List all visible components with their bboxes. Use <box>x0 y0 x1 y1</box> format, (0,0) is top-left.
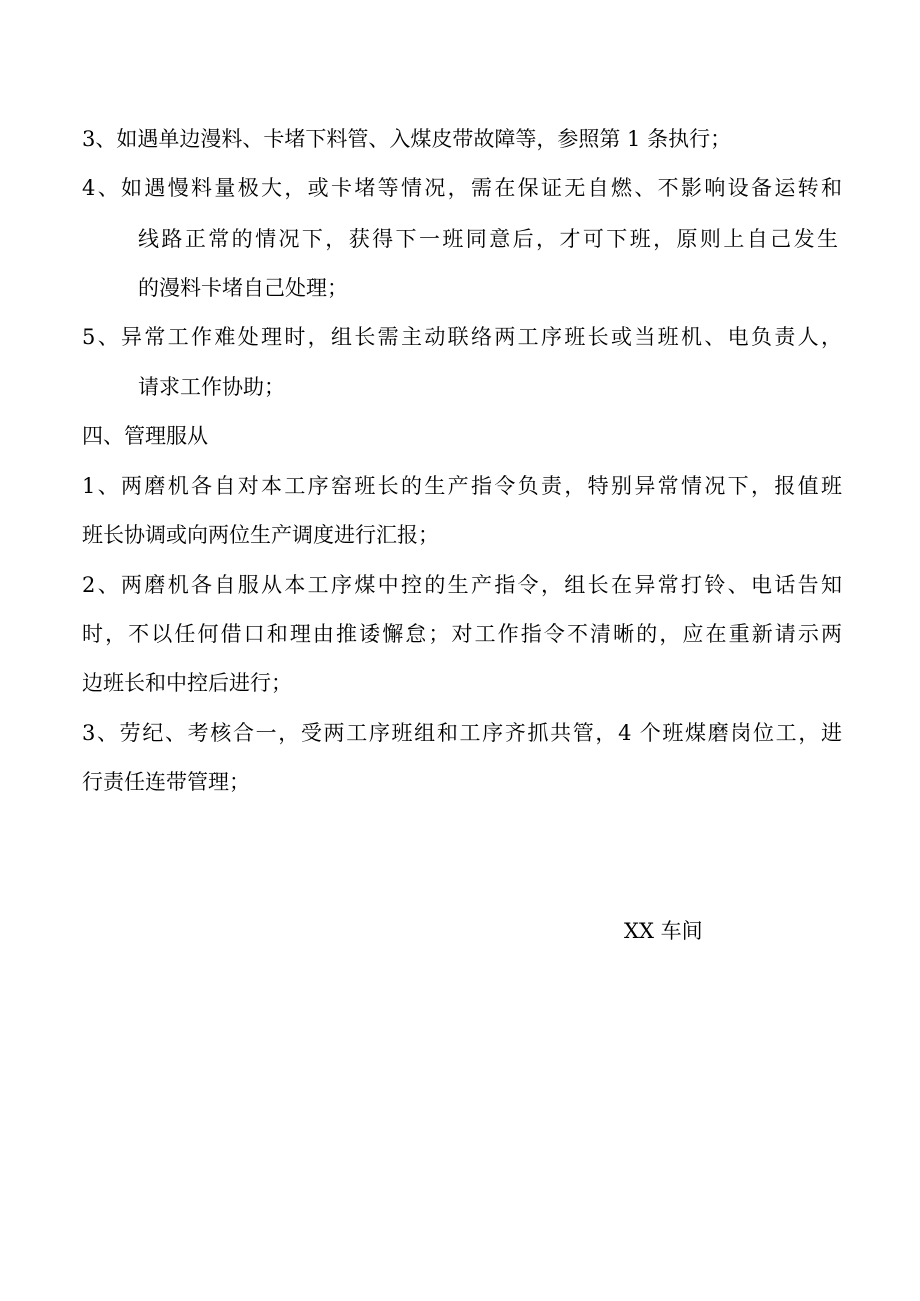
paragraph-line: 班长协调或向两位生产调度进行汇报； <box>82 523 439 547</box>
paragraph-line: 2、两磨机各自服从本工序煤中控的生产指令，组长在异常打铃、电话告知 <box>82 573 842 597</box>
paragraph-line: 行责任连带管理； <box>82 770 250 794</box>
paragraph-line: 1、两磨机各自对本工序窑班长的生产指令负责，特别异常情况下，报值班 <box>82 474 842 498</box>
paragraph-line: 5、异常工作难处理时，组长需主动联络两工序班长或当班机、电负责人， <box>82 325 842 349</box>
paragraph-line: 边班长和中控后进行； <box>82 671 292 695</box>
signature-workshop: XX 车间 <box>624 919 703 943</box>
section-heading: 四、管理服从 <box>82 424 208 448</box>
paragraph-line: 线路正常的情况下，获得下一班同意后，才可下班，原则上自己发生 <box>138 227 838 251</box>
paragraph-line: 4、如遇慢料量极大，或卡堵等情况，需在保证无自燃、不影响设备运转和 <box>82 176 842 200</box>
paragraph-line: 的漫料卡堵自己处理； <box>138 276 348 300</box>
paragraph-line: 3、劳纪、考核合一，受两工序班组和工序齐抓共管，4 个班煤磨岗位工，进 <box>82 721 842 745</box>
paragraph-line: 请求工作协助； <box>138 375 285 399</box>
paragraph-line: 时，不以任何借口和理由推诿懈怠；对工作指令不清晰的，应在重新请示两 <box>82 622 842 646</box>
paragraph-line: 3、如遇单边漫料、卡堵下料管、入煤皮带故障等，参照第 1 条执行； <box>82 127 732 151</box>
